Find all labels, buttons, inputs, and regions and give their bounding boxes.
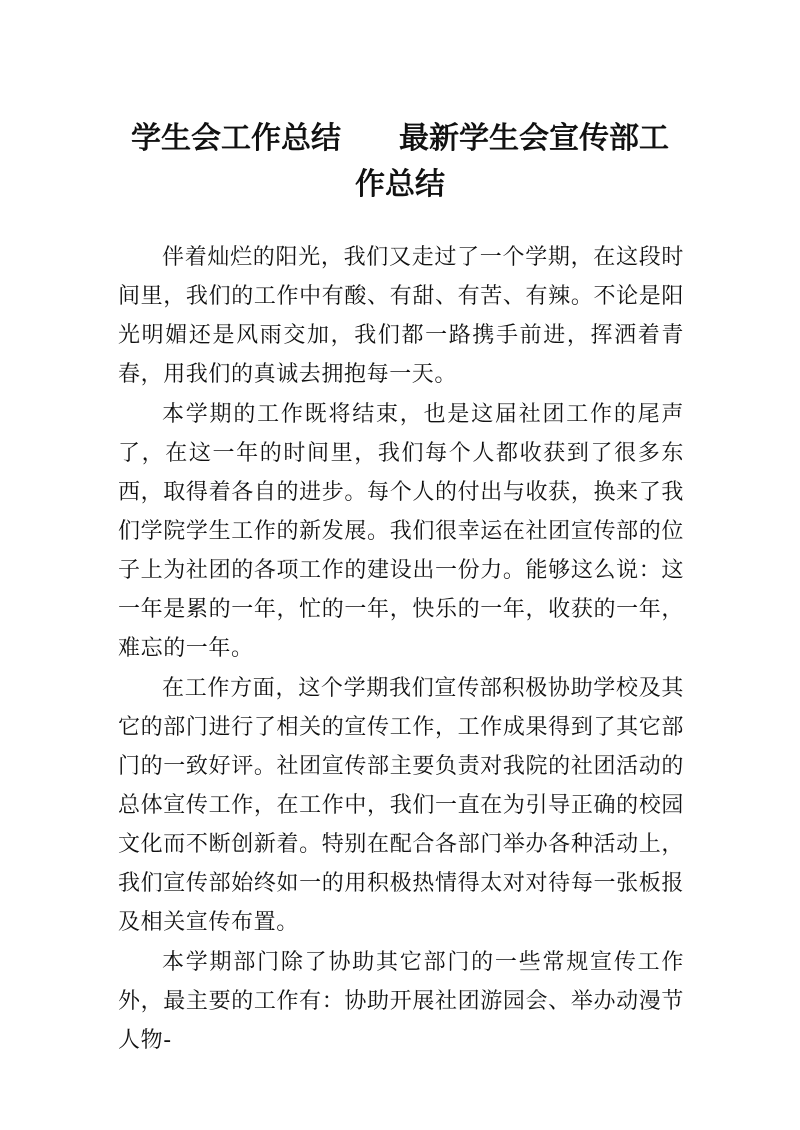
paragraph: 本学期部门除了协助其它部门的一些常规宣传工作外，最主要的工作有：协助开展社团游园会、举办动漫节人物- xyxy=(118,950,684,1053)
paragraph: 伴着灿烂的阳光，我们又走过了一个学期，在这段时间里，我们的工作中有酸、有甜、有苦、有辣。不论是阳光明媚还是风雨交加，我们都一路携手前进，挥洒着青春，用我们的真诚去拥抱每一天。 xyxy=(118,245,684,387)
document-body xyxy=(118,238,684,1060)
document-title xyxy=(120,116,680,208)
document-title-part2: 最新学生会宣传部工作总结 xyxy=(355,121,669,203)
document-title-part1: 学生会工作总结 xyxy=(131,121,341,157)
paragraph: 在工作方面，这个学期我们宣传部积极协助学校及其它的部门进行了相关的宣传工作，工作成果得到了其它部门的一致好评。社团宣传部主要负责对我院的社团活动的总体宣传工作，在工作中，我们一直在为引导正确的校园文化而不断创新着。特别在配合各部门举办各种活动上，我们宣传部始终如一的用积极热情得太对对待每一张板报及相关宣传布置。 xyxy=(118,676,684,935)
paragraph: 本学期的工作既将结束，也是这届社团工作的尾声了，在这一年的时间里，我们每个人都收获到了很多东西，取得着各自的进步。每个人的付出与收获，换来了我们学院学生工作的新发展。我们很幸运在社团宣传部的位子上为社团的各项工作的建设出一份力。能够这么说：这一年是累的一年，忙的一年，快乐的一年，收获的一年，难忘的一年。 xyxy=(118,402,684,661)
